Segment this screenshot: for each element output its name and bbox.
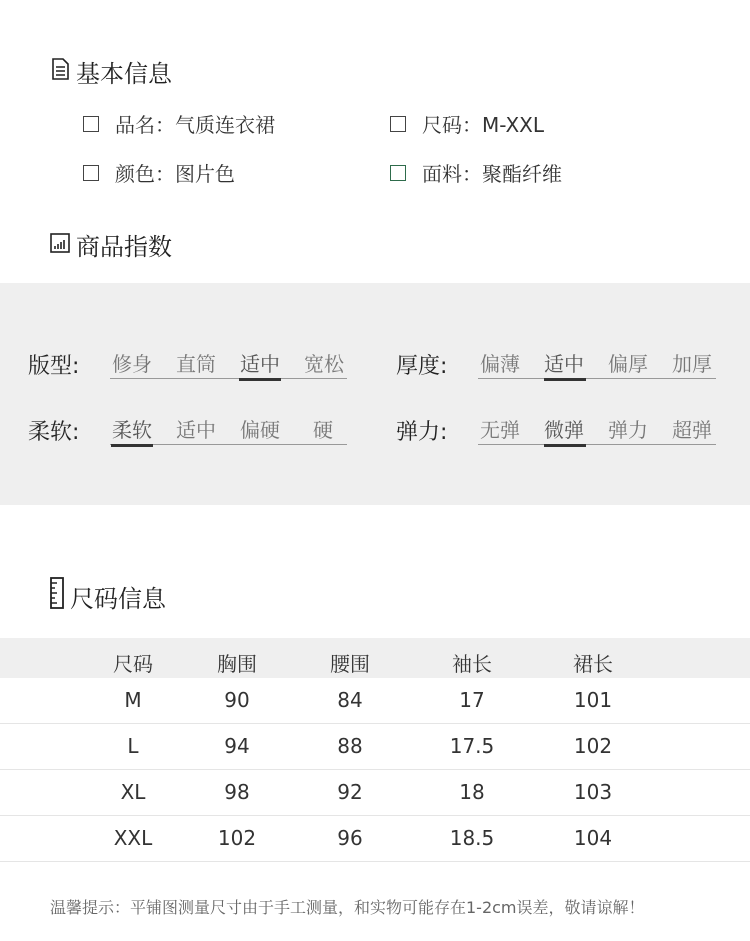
table-cell: 84	[337, 688, 363, 712]
table-cell: 103	[573, 780, 613, 804]
table-cell: 102	[217, 826, 257, 850]
basic-info-title: 基本信息	[76, 60, 172, 88]
index-label-fit: 版型:	[28, 354, 80, 379]
table-cell: M	[124, 688, 142, 712]
size-info-heading	[50, 577, 166, 615]
index-option-selected: 微弹	[544, 418, 584, 442]
index-option: 无弹	[480, 418, 520, 442]
document-icon	[50, 58, 70, 86]
checkbox-icon	[390, 165, 406, 181]
table-cell: XL	[120, 780, 146, 804]
field-text: 尺码：M-XXL	[422, 113, 545, 137]
table-cell: 18	[459, 780, 485, 804]
index-option: 偏硬	[240, 418, 280, 442]
selected-marker	[544, 378, 586, 381]
table-row	[0, 724, 750, 770]
index-option: 偏厚	[608, 352, 648, 376]
index-option: 修身	[112, 352, 152, 376]
index-option-selected: 适中	[544, 352, 584, 376]
table-row	[0, 816, 750, 862]
header-bust: 胸围	[217, 652, 257, 676]
index-label-thickness: 厚度:	[396, 354, 448, 379]
checkbox-icon	[390, 116, 406, 132]
index-option: 弹力	[608, 418, 648, 442]
table-cell: 17.5	[449, 734, 495, 758]
index-option: 宽松	[304, 352, 344, 376]
measurement-note: 温馨提示：平铺图测量尺寸由于手工测量，和实物可能存在1-2cm误差，敬请谅解！	[50, 898, 645, 917]
basic-info-heading	[50, 54, 172, 89]
index-option: 偏薄	[480, 352, 520, 376]
table-cell: 104	[573, 826, 613, 850]
index-options-fit	[110, 348, 347, 379]
index-options-thickness	[478, 348, 716, 379]
header-length: 裙长	[573, 652, 613, 676]
table-cell: 18.5	[449, 826, 495, 850]
header-sleeve: 袖长	[452, 652, 492, 676]
table-row	[0, 770, 750, 816]
product-index-heading	[50, 227, 172, 262]
index-options-softness	[110, 414, 347, 445]
field-text: 品名：气质连衣裙	[115, 113, 275, 137]
index-option-selected: 柔软	[112, 418, 152, 442]
table-cell: 90	[224, 688, 250, 712]
table-row	[0, 678, 750, 724]
field-text: 颜色：图片色	[115, 162, 235, 186]
table-cell: 88	[337, 734, 363, 758]
checkbox-icon	[83, 165, 99, 181]
selected-marker	[239, 378, 281, 381]
index-option: 超弹	[672, 418, 712, 442]
index-option: 硬	[313, 418, 333, 442]
table-cell: XXL	[113, 826, 153, 850]
table-cell: 17	[459, 688, 485, 712]
table-cell: 98	[224, 780, 250, 804]
table-header	[0, 638, 750, 678]
table-cell: 96	[337, 826, 363, 850]
index-options-elasticity	[478, 414, 716, 445]
product-index-title: 商品指数	[76, 233, 172, 261]
index-option-selected: 适中	[240, 352, 280, 376]
index-label-elasticity: 弹力:	[396, 420, 448, 445]
field-fabric	[390, 158, 562, 187]
selected-marker	[544, 444, 586, 447]
selected-marker	[111, 444, 153, 447]
table-cell: 92	[337, 780, 363, 804]
index-label-softness: 柔软:	[28, 420, 80, 445]
size-table	[0, 638, 750, 862]
checkbox-icon	[83, 116, 99, 132]
field-size-range	[390, 109, 544, 138]
ruler-icon	[50, 577, 64, 615]
header-waist: 腰围	[330, 652, 370, 676]
field-product-name	[83, 109, 275, 138]
table-cell: 94	[224, 734, 250, 758]
field-color	[83, 158, 235, 187]
size-info-title: 尺码信息	[70, 584, 166, 613]
index-option: 直筒	[176, 352, 216, 376]
index-option: 适中	[176, 418, 216, 442]
table-cell: 101	[573, 688, 613, 712]
chart-icon	[50, 231, 70, 259]
table-cell: 102	[573, 734, 613, 758]
header-size: 尺码	[113, 652, 153, 676]
table-cell: L	[127, 734, 139, 758]
product-index-panel	[0, 283, 750, 505]
field-text: 面料：聚酯纤维	[422, 162, 562, 186]
index-option: 加厚	[672, 352, 712, 376]
